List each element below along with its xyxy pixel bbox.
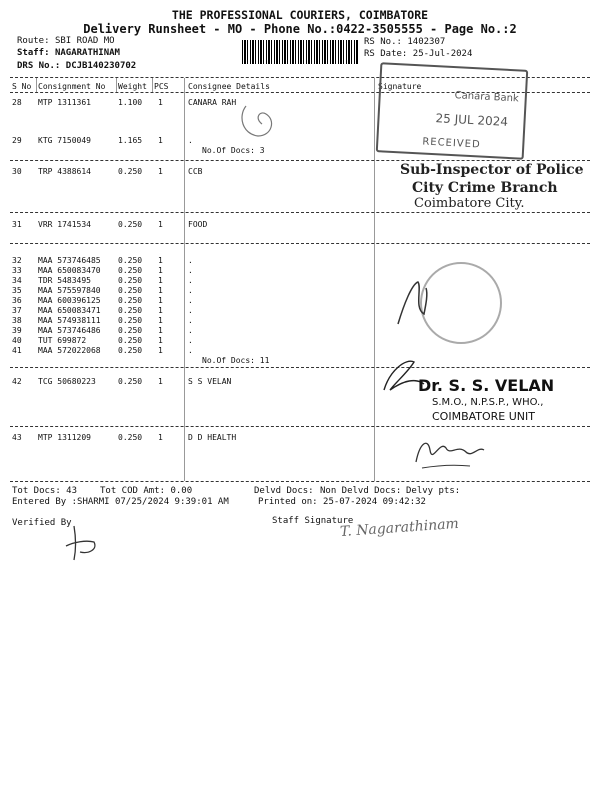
row-cons: KTG 7150049 <box>38 136 91 145</box>
rs-no-line <box>364 37 445 47</box>
scribbled-signature <box>410 430 490 475</box>
row-cons: MAA 600396125 <box>38 296 101 305</box>
row-details: . <box>188 266 193 275</box>
row-pcs: 1 <box>158 316 163 325</box>
row-sno: 29 <box>12 136 22 145</box>
row-cons: MTP 1311361 <box>38 98 91 107</box>
row-cons: TCG 50680223 <box>38 377 96 386</box>
row-weight: 0.250 <box>118 167 143 176</box>
row-weight: 0.250 <box>118 306 143 315</box>
row-cons: MAA 574938111 <box>38 316 101 325</box>
doctor-stamp-line2: S.M.O., N.P.S.P., WHO., <box>432 397 544 408</box>
row-weight: 0.250 <box>118 377 143 386</box>
row-sno: 34 <box>12 276 22 285</box>
docs-note: No.Of Docs: 3 <box>202 146 265 155</box>
row-pcs: 1 <box>158 336 163 345</box>
row-sno: 42 <box>12 377 22 386</box>
tot-docs: Tot Docs: 43 <box>12 486 78 496</box>
row-cons: TUT 699872 <box>38 336 87 345</box>
docs-note: No.Of Docs: 11 <box>202 356 270 365</box>
row-sno: 41 <box>12 346 22 355</box>
row-weight: 0.250 <box>118 256 143 265</box>
col-pcs: PCS <box>154 82 169 91</box>
row-cons: MAA 573746485 <box>38 256 101 265</box>
delvd-docs: Delvd Docs: <box>254 486 314 496</box>
drs-label: DRS No.: <box>17 61 61 71</box>
row-pcs: 1 <box>158 167 163 176</box>
row-cons: TDR 5483495 <box>38 276 91 285</box>
staff-signature: T. Nagarathinam <box>339 515 460 541</box>
row-details: . <box>188 316 193 325</box>
staff-value: NAGARATHINAM <box>54 48 120 58</box>
row-pcs: 1 <box>158 136 163 145</box>
row-weight: 0.250 <box>118 266 143 275</box>
row-details: CANARA RAH <box>188 98 237 107</box>
staff-label: Staff: <box>17 48 50 58</box>
row-weight: 0.250 <box>118 276 143 285</box>
route-line <box>17 36 115 46</box>
row-details: . <box>188 296 193 305</box>
row-pcs: 1 <box>158 286 163 295</box>
row-weight: 1.100 <box>118 98 143 107</box>
col-divider <box>184 78 185 92</box>
row-sno: 38 <box>12 316 22 325</box>
row-sno: 33 <box>12 266 22 275</box>
barcode <box>242 40 358 64</box>
drs-line <box>17 61 136 71</box>
row-group-rule <box>10 160 590 161</box>
row-group-rule <box>10 212 590 213</box>
bank-stamp-date: 25 JUL 2024 <box>435 111 509 129</box>
row-weight: 0.250 <box>118 326 143 335</box>
row-cons: VRR 1741534 <box>38 220 91 229</box>
col-consignee: Consignee Details <box>188 82 270 91</box>
printed-on: Printed on: 25-07-2024 09:42:32 <box>258 497 426 507</box>
row-weight: 1.165 <box>118 136 143 145</box>
row-details: . <box>188 306 193 315</box>
row-pcs: 1 <box>158 377 163 386</box>
rs-date-label: RS Date: <box>364 49 408 59</box>
police-stamp-line2: City Crime Branch <box>412 180 558 196</box>
row-details: . <box>188 256 193 265</box>
row-details: . <box>188 346 193 355</box>
row-details: . <box>188 286 193 295</box>
row-sno: 36 <box>12 296 22 305</box>
row-group-rule <box>10 243 590 244</box>
row-weight: 0.250 <box>118 286 143 295</box>
row-weight: 0.250 <box>118 296 143 305</box>
row-details: CCB <box>188 167 203 176</box>
row-cons: MAA 575597840 <box>38 286 101 295</box>
row-signature <box>232 96 292 146</box>
route-value: SBI ROAD MO <box>54 36 115 46</box>
row-weight: 0.250 <box>118 316 143 325</box>
row-sno: 35 <box>12 286 22 295</box>
round-seal <box>420 262 502 344</box>
non-delvd-docs: Non Delvd Docs: <box>320 486 402 496</box>
entered-by: Entered By :SHARMI 07/25/2024 9:39:01 AM <box>12 497 229 507</box>
verified-by-label: Verified By <box>12 518 72 528</box>
col-divider <box>152 78 153 92</box>
col-divider <box>184 92 185 481</box>
bank-stamp <box>376 62 529 160</box>
col-sno: S No <box>12 82 32 91</box>
col-divider <box>374 78 375 481</box>
route-label: Route: <box>17 36 50 46</box>
row-cons: TRP 4388614 <box>38 167 91 176</box>
bank-stamp-received: RECEIVED <box>422 136 481 151</box>
row-details: S S VELAN <box>188 377 232 386</box>
rs-no-value: 1402307 <box>407 37 446 47</box>
verifier-signature <box>60 520 110 562</box>
row-cons: MTP 1311209 <box>38 433 91 442</box>
staff-signature-label: Staff Signature <box>272 516 354 526</box>
row-details: . <box>188 336 193 345</box>
row-cons: MAA 650083471 <box>38 306 101 315</box>
col-weight: Weight <box>118 82 147 91</box>
col-divider <box>116 78 117 92</box>
runsheet-subtitle: Delivery Runsheet - MO - Phone No.:0422-3505555 - Page No.:2 <box>83 22 517 36</box>
row-details: . <box>188 276 193 285</box>
row-pcs: 1 <box>158 306 163 315</box>
row-sno: 39 <box>12 326 22 335</box>
row-sno: 32 <box>12 256 22 265</box>
row-cons: MAA 573746486 <box>38 326 101 335</box>
doctor-stamp-line1: Dr. S. S. VELAN <box>418 376 555 395</box>
police-stamp-line3: Coimbatore City. <box>414 196 525 211</box>
row-weight: 0.250 <box>118 336 143 345</box>
row-sno: 43 <box>12 433 22 442</box>
row-pcs: 1 <box>158 296 163 305</box>
row-sno: 31 <box>12 220 22 229</box>
company-title: THE PROFESSIONAL COURIERS, COIMBATORE <box>171 8 429 22</box>
row-details: FOOD <box>188 220 208 229</box>
row-weight: 0.250 <box>118 220 143 229</box>
rs-date-value: 25-Jul-2024 <box>412 49 473 59</box>
row-pcs: 1 <box>158 326 163 335</box>
row-cons: MAA 650083470 <box>38 266 101 275</box>
row-details: . <box>188 326 193 335</box>
row-pcs: 1 <box>158 220 163 229</box>
row-details: . <box>188 136 193 145</box>
rs-no-label: RS No.: <box>364 37 402 47</box>
row-sno: 28 <box>12 98 22 107</box>
col-divider <box>36 78 37 92</box>
row-pcs: 1 <box>158 276 163 285</box>
police-stamp-line1: Sub-Inspector of Police <box>400 162 584 178</box>
rs-date-line <box>364 49 472 59</box>
row-sno: 30 <box>12 167 22 176</box>
row-weight: 0.250 <box>118 346 143 355</box>
row-sno: 40 <box>12 336 22 345</box>
bank-stamp-name: Canara Bank <box>454 90 520 105</box>
col-consignment: Consignment No <box>38 82 106 91</box>
staff-line <box>17 48 120 58</box>
row-pcs: 1 <box>158 433 163 442</box>
row-pcs: 1 <box>158 346 163 355</box>
delvy-pts: Delvy pts: <box>406 486 461 496</box>
row-cons: MAA 572022068 <box>38 346 101 355</box>
row-pcs: 1 <box>158 266 163 275</box>
row-group-rule <box>10 426 590 427</box>
col-signature: Signature <box>378 82 422 91</box>
row-details: D D HEALTH <box>188 433 237 442</box>
doctor-stamp-line3: COIMBATORE UNIT <box>432 410 536 423</box>
table-bottom-rule <box>10 481 590 482</box>
row-weight: 0.250 <box>118 433 143 442</box>
row-group-rule <box>10 367 590 368</box>
row-pcs: 1 <box>158 98 163 107</box>
row-sno: 37 <box>12 306 22 315</box>
row-pcs: 1 <box>158 256 163 265</box>
drs-value: DCJB140230702 <box>65 61 137 71</box>
handwritten-signature <box>392 274 432 334</box>
tot-cod-amt: Tot COD Amt: 0.00 <box>100 486 193 496</box>
